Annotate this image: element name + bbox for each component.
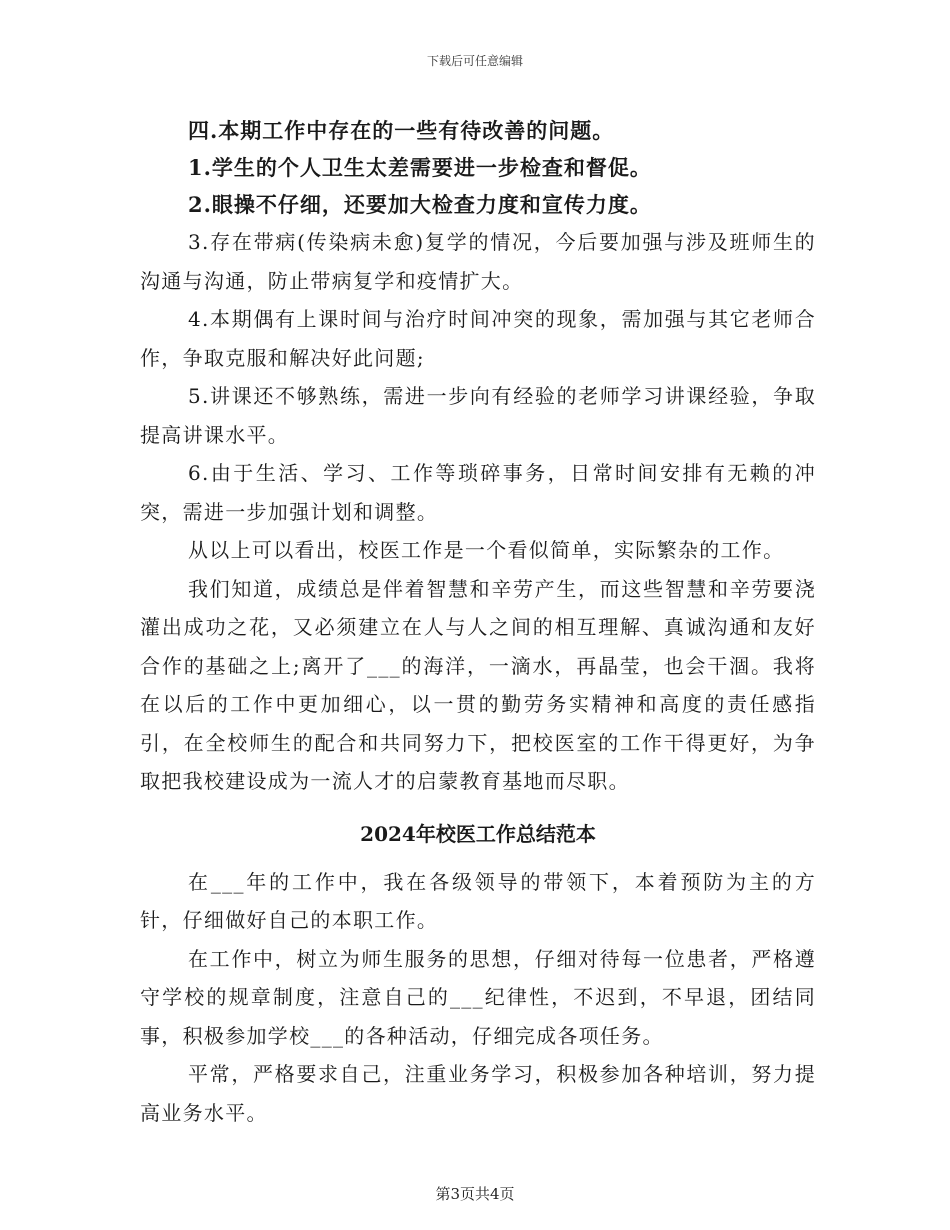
issues-heading: 四.本期工作中存在的一些有待改善的问题。 <box>188 118 615 143</box>
issue-item-1: 1.学生的个人卫生太差需要进一步检查和督促。 <box>188 155 652 180</box>
issue-item-4: 4.本期偶有上课时间与治疗时间冲突的现象，需加强与其它老师合作，争取克服和解决好此问题; <box>140 307 816 370</box>
body-paragraph-1: 在___年的工作中，我在各级领导的带领下，本着预防为主的方针，仔细做好自己的本职工作。 <box>140 869 816 932</box>
section-title: 2024年校医工作总结范本 <box>360 821 596 846</box>
body-paragraph-2: 在工作中，树立为师生服务的思想，仔细对待每一位患者，严格遵守学校的规章制度，注意自己的___纪律性，不迟到，不早退，团结同事，积极参加学校___的各种活动，仔细完成各项任务。 <box>140 946 816 1048</box>
body-paragraph-3: 平常，严格要求自己，注重业务学习，积极参加各种培训，努力提高业务水平。 <box>140 1062 816 1125</box>
page-header: 下载后可任意编辑 <box>426 54 523 68</box>
issue-item-3: 3.存在带病(传染病未愈)复学的情况，今后要加强与涉及班师生的沟通与沟通，防止带病复学和疫情扩大。 <box>140 230 816 293</box>
document-body <box>140 112 816 1132</box>
summary-paragraph: 从以上可以看出，校医工作是一个看似简单，实际繁杂的工作。 <box>188 538 785 562</box>
closing-paragraph: 我们知道，成绩总是伴着智慧和辛劳产生，而这些智慧和辛劳要浇灌出成功之花，又必须建立在人与人之间的相互理解、真诚沟通和友好合作的基础之上;离开了___的海洋，一滴水，再晶莹，也会干涸。我将在以后的工作中更加细心，以一贯的勤劳务实精神和高度的责任感指引，在全校师生的配合和共同努力下，把校医室的工作干得更好，为争取把我校建设成为一流人才的启蒙教育基地而尽职。 <box>140 576 816 793</box>
page-footer: 第3页共4页 <box>435 1185 515 1203</box>
issue-item-2: 2.眼操不仔细，还要加大检查力度和宣传力度。 <box>188 192 652 217</box>
issue-item-6: 6.由于生活、学习、工作等琐碎事务，日常时间安排有无赖的冲突，需进一步加强计划和调整。 <box>140 461 816 524</box>
issue-item-5: 5.讲课还不够熟练，需进一步向有经验的老师学习讲课经验，争取提高讲课水平。 <box>140 384 816 447</box>
